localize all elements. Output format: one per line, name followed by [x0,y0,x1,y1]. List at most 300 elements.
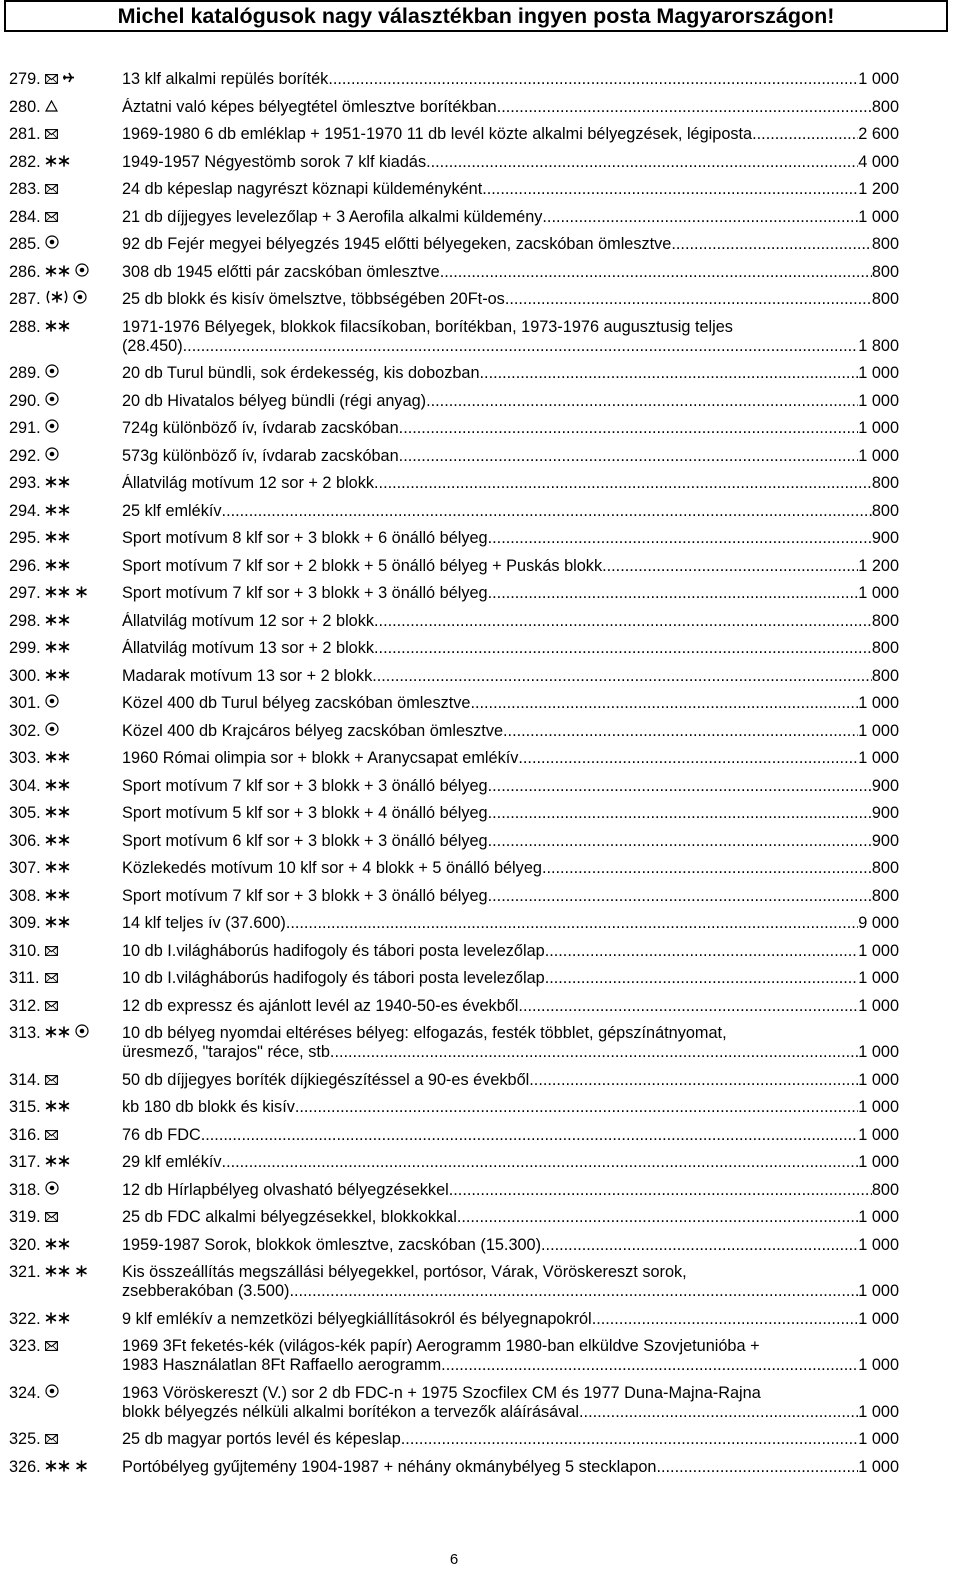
catalog-item [9,180,899,208]
catalog-item [9,529,899,557]
item-condition-symbols [45,474,123,493]
item-number: 300. [9,666,41,685]
double-star-icon [45,263,71,282]
description-line [122,887,899,906]
double-star-icon [45,1263,71,1282]
double-star-icon [45,529,71,548]
item-condition-symbols [45,1430,123,1449]
item-price: 1 000 [858,364,899,382]
item-number: 282. [9,152,41,171]
description-line [122,859,899,878]
item-price: 800 [871,1180,899,1199]
description-line [122,70,899,89]
item-condition-symbols [45,1126,123,1145]
description-text: 76 db FDC [122,1125,201,1144]
item-condition-symbols [45,969,123,988]
description-line [122,832,899,851]
item-price: 1 000 [858,694,899,712]
description-text: Madarak motívum 13 sor + 2 blokk [122,666,373,685]
description-text: Sport motívum 7 klf sor + 3 blokk + 3 önálló bélyeg [122,584,488,602]
dot-leader [426,392,858,411]
description-text: 1969 3Ft feketés-kék (világos-kék papír) Aerogramm 1980-ban elküldve Szovjetunióba + [122,1337,760,1355]
dot-leader [541,1236,858,1255]
description-text: 29 klf emlékív [122,1153,222,1171]
description-text: Közel 400 db Turul bélyeg zacskóban ömlesztve [122,694,471,712]
item-description [122,529,899,548]
item-condition-symbols [45,1310,123,1329]
item-description [122,1236,899,1255]
dot-leader [201,1126,859,1145]
item-condition-symbols [45,419,123,438]
catalog-item [9,832,899,860]
description-line [122,667,899,686]
item-condition-symbols [45,1384,123,1403]
item-number: 287. [9,290,41,308]
item-price: 1 000 [858,749,899,767]
item-description [122,1098,899,1117]
item-number: 280. [9,97,41,116]
item-description [122,419,899,438]
dot-leader [505,290,872,309]
catalog-item [9,969,899,997]
description-line [122,180,899,199]
item-number: 316. [9,1125,41,1144]
envelope-icon [45,969,58,988]
item-condition-symbols [45,502,123,521]
item-condition-symbols [45,235,123,254]
item-description [122,804,899,823]
description-text: Közel 400 db Krajcáros bélyeg zacskóban ömlesztve [122,721,504,740]
catalog-item [9,474,899,502]
item-description [122,832,899,851]
description-text: 25 db blokk és kisív ömelsztve, többségében 20Ft-os [122,290,505,308]
dot-leader [289,1282,858,1301]
catalog-item [9,502,899,530]
item-condition-symbols [45,364,123,383]
item-number: 310. [9,941,41,960]
item-price: 1 200 [858,556,899,575]
description-line [122,1071,899,1090]
double-star-icon [45,804,71,823]
item-number: 284. [9,207,41,226]
item-price: 1 000 [858,1208,899,1226]
description-line [122,529,899,548]
item-description [122,777,899,796]
item-number: 324. [9,1383,41,1402]
double-star-icon [45,612,71,631]
item-number: 317. [9,1153,41,1171]
item-condition-symbols [45,997,123,1016]
item-number: 304. [9,776,41,795]
description-line [122,1208,899,1227]
description-text: 308 db 1945 előtti pár zacskóban ömlesztve [122,262,440,281]
item-number: 303. [9,749,41,767]
item-description [122,1263,899,1301]
item-number: 289. [9,364,41,382]
item-price: 800 [871,859,899,877]
item-description [122,153,899,172]
description-text: Portóbélyeg gyűjtemény 1904-1987 + néhány okmánybélyeg 5 stecklapon [122,1457,657,1476]
description-line [122,694,899,713]
description-text: Állatvilág motívum 13 sor + 2 blokk [122,639,375,657]
postmark-icon [73,290,87,309]
dot-leader [470,694,858,713]
item-description [122,942,899,961]
item-number: 319. [9,1208,41,1226]
catalog-item [9,1024,899,1071]
catalog-item [9,1126,899,1154]
description-text: 9 klf emlékív a nemzetközi bélyegkiállításokról és bélyegnapokról [122,1309,592,1328]
item-number: 311. [9,969,40,987]
description-line [122,125,899,144]
description-text: Sport motívum 8 klf sor + 3 blokk + 6 önálló bélyeg [122,529,488,547]
description-line [122,1384,899,1403]
item-condition-symbols [45,318,123,337]
item-price: 800 [871,886,899,905]
dot-leader [449,1181,872,1200]
item-number: 318. [9,1180,41,1199]
dot-leader [518,997,858,1016]
description-text: 21 db díjjegyes levelezőlap + 3 Aerofila alkalmi küldemény [122,207,543,226]
item-price: 1 000 [858,941,899,960]
item-description [122,180,899,199]
description-line [122,98,899,117]
item-price: 1 000 [858,969,899,987]
description-line [122,1153,899,1172]
item-number: 323. [9,1337,41,1355]
item-number: 312. [9,996,41,1015]
description-text: 724g különböző ív, ívdarab zacskóban [122,419,399,437]
item-description [122,290,899,309]
item-number: 322. [9,1309,41,1328]
description-text: 573g különböző ív, ívdarab zacskóban [122,446,399,465]
description-line [122,1337,899,1356]
description-line [122,1236,899,1255]
item-price: 1 000 [858,1402,899,1421]
dot-leader [440,263,872,282]
description-line [122,502,899,521]
dot-leader [374,639,872,658]
description-line [122,153,899,172]
catalog-item [9,612,899,640]
dot-leader [295,1098,858,1117]
catalog-item [9,70,899,98]
double-star-icon [45,584,71,603]
envelope-icon [45,1430,58,1449]
description-line [122,1458,899,1477]
item-price: 1 000 [858,996,899,1015]
description-text: 25 db FDC alkalmi bélyegzésekkel, blokkokkal [122,1208,457,1226]
dot-leader [671,235,871,254]
item-number: 283. [9,180,41,198]
catalog-item [9,667,899,695]
catalog-list [9,70,899,1485]
item-number: 286. [9,262,41,281]
item-condition-symbols [45,1024,123,1043]
item-number: 291. [9,419,41,437]
envelope-icon [45,997,58,1016]
double-star-icon [45,1236,71,1255]
description-text: 10 db bélyeg nyomdai eltéréses bélyeg: elfogazás, festék többlet, gépszínátnyomat, [122,1024,727,1042]
page-number: 6 [449,1551,459,1568]
description-line [122,612,899,631]
item-price: 9 000 [858,914,899,932]
catalog-item [9,208,899,236]
catalog-item [9,235,899,263]
dot-leader [488,584,859,603]
item-description [122,859,899,878]
item-price: 1 000 [858,1153,899,1171]
dot-leader [488,887,872,906]
item-condition-symbols [45,70,123,89]
catalog-item [9,1236,899,1264]
description-line [122,1098,899,1117]
item-condition-symbols [45,1071,123,1090]
description-text: 92 db Fejér megyei bélyegzés 1945 előtti bélyegeken, zacskóban ömlesztve [122,235,672,253]
item-price: 1 000 [858,1356,899,1374]
item-price: 900 [871,831,899,850]
dot-leader [488,777,872,796]
dot-leader [457,1208,858,1227]
dot-leader [592,1310,859,1329]
item-number: 292. [9,446,41,465]
item-price: 800 [871,97,899,116]
envelope-icon [45,1071,58,1090]
postmark-icon [45,1384,59,1403]
description-line [122,1126,899,1145]
item-condition-symbols [45,125,123,144]
item-condition-symbols [45,777,123,796]
double-star-icon [45,639,71,658]
double-star-icon [45,153,71,172]
description-text: 12 db Hírlapbélyeg olvasható bélyegzésekkel [122,1180,449,1199]
item-price: 900 [871,804,899,822]
catalog-item [9,263,899,291]
dot-leader [222,1153,859,1172]
item-number: 293. [9,474,41,492]
item-condition-symbols [45,722,123,741]
item-price: 800 [871,666,899,685]
dot-leader [441,1356,858,1375]
item-number: 298. [9,611,41,630]
item-description [122,1024,899,1062]
item-condition-symbols [45,208,123,227]
dot-leader [518,749,858,768]
description-text: 10 db I.világháborús hadifogoly és tábori posta levelezőlap [122,969,545,987]
description-line [122,392,899,411]
item-condition-symbols [45,832,123,851]
catalog-item [9,318,899,365]
description-text: 24 db képeslap nagyrészt köznapi küldeményként [122,180,483,198]
item-description [122,1384,899,1422]
postmark-icon [45,447,59,466]
item-description [122,318,899,356]
description-line [122,1043,899,1062]
item-number: 308. [9,886,41,905]
description-line [122,235,899,254]
envelope-icon [45,1126,58,1145]
item-condition-symbols [45,859,123,878]
dot-leader [328,70,858,89]
description-text: 1959-1987 Sorok, blokkok ömlesztve, zacskóban (15.300) [122,1235,542,1254]
item-number: 315. [9,1098,41,1116]
description-text: Sport motívum 7 klf sor + 3 blokk + 3 önálló bélyeg [122,886,488,905]
double-star-icon [45,914,71,933]
description-line [122,1430,899,1449]
description-text: 50 db díjjegyes boríték díjkiegészítéssel a 90-es évekből [122,1070,530,1089]
double-star-icon [45,1458,71,1477]
catalog-item [9,804,899,832]
catalog-item [9,694,899,722]
item-condition-symbols [45,392,123,411]
description-text: 1969-1980 6 db emléklap + 1951-1970 11 db levél közte alkalmi bélyegzések, légiposta [122,125,753,143]
item-number: 296. [9,556,41,575]
description-line [122,474,899,493]
star-icon [75,584,88,603]
item-price: 1 000 [858,1457,899,1476]
item-price: 800 [871,611,899,630]
description-line [122,263,899,282]
catalog-item [9,1098,899,1126]
item-description [122,208,899,227]
item-number: 295. [9,529,41,547]
item-price: 1 000 [858,584,899,602]
description-text: 1971-1976 Bélyegek, blokkok filacsíkoban, borítékban, 1973-1976 augusztusig teljes [122,317,733,336]
description-text: Áztatni való képes bélyegtétel ömlesztve borítékban [122,97,497,116]
item-condition-symbols [45,749,123,768]
description-line [122,777,899,796]
item-condition-symbols [45,180,123,199]
item-description [122,364,899,383]
item-number: 279. [9,70,41,88]
item-number: 314. [9,1070,41,1089]
description-text: üresmező, "tarajos" réce, stb. [122,1043,335,1061]
postmark-icon [45,235,59,254]
item-condition-symbols [45,1458,123,1477]
description-line [122,969,899,988]
item-number: 290. [9,391,41,410]
description-text: 20 db Turul bündli, sok érdekesség, kis dobozban [122,364,480,382]
dot-leader [602,557,858,576]
item-condition-symbols [45,1153,123,1172]
description-line [122,914,899,933]
catalog-item [9,1208,899,1236]
postmark-icon [45,392,59,411]
description-text: 12 db expressz és ajánlott levél az 1940-50-es évekből [122,996,519,1015]
item-number: 302. [9,721,41,740]
dot-leader [545,969,859,988]
catalog-item [9,392,899,420]
dot-leader [488,832,872,851]
catalog-item [9,1458,899,1486]
item-number: 301. [9,694,41,712]
description-text: Sport motívum 7 klf sor + 3 blokk + 3 önálló bélyeg [122,776,488,795]
item-number: 313. [9,1024,41,1042]
dot-leader [488,529,872,548]
envelope-icon [45,942,58,961]
catalog-item [9,1263,899,1310]
envelope-icon [45,125,58,144]
item-number: 325. [9,1430,41,1448]
description-line [122,749,899,768]
description-text: 13 klf alkalmi repülés boríték [122,70,329,88]
description-line [122,1024,899,1043]
item-price: 900 [871,776,899,795]
dot-leader [542,859,872,878]
postmark-icon [45,694,59,713]
dot-leader [399,447,859,466]
envelope-icon [45,70,58,89]
item-condition-symbols [45,942,123,961]
item-condition-symbols [45,529,123,548]
description-line [122,447,899,466]
item-number: 285. [9,235,41,253]
catalog-item [9,447,899,475]
item-price: 1 000 [858,1125,899,1144]
item-condition-symbols [45,263,123,282]
item-description [122,392,899,411]
item-description [122,749,899,768]
description-text: 14 klf teljes ív (37.600) [122,914,286,932]
description-text: Sport motívum 5 klf sor + 3 blokk + 4 önálló bélyeg [122,804,488,822]
description-text: 10 db I.világháborús hadifogoly és tábori posta levelezőlap [122,941,545,960]
dot-leader [401,1430,858,1449]
item-description [122,722,899,741]
item-description [122,997,899,1016]
item-price: 1 000 [858,1070,899,1089]
item-price: 900 [871,529,899,547]
item-description [122,502,899,521]
item-number: 320. [9,1235,41,1254]
item-condition-symbols [45,804,123,823]
description-text: Állatvilág motívum 12 sor + 2 blokk [122,611,375,630]
item-condition-symbols [45,887,123,906]
item-description [122,474,899,493]
dot-leader [222,502,872,521]
dot-leader [529,1071,858,1090]
item-price: 1 000 [858,207,899,226]
item-description [122,70,899,89]
catalog-item [9,749,899,777]
item-price: 1 200 [858,180,899,198]
item-number: 326. [9,1457,41,1476]
dot-leader [372,667,872,686]
description-line [122,290,899,309]
item-number: 281. [9,125,41,143]
item-description [122,263,899,282]
double-star-icon [45,1310,71,1329]
item-condition-symbols [45,1181,123,1200]
envelope-icon [45,1208,58,1227]
description-line [122,942,899,961]
item-price: 1 000 [858,1235,899,1254]
description-text: 25 klf emlékív [122,501,222,520]
dot-leader [399,419,859,438]
catalog-item [9,290,899,318]
description-line [122,364,899,383]
description-line [122,722,899,741]
description-text: 25 db magyar portós levél és képeslap [122,1430,401,1448]
item-condition-symbols [45,290,123,309]
description-text: kb 180 db blokk és kisív [122,1098,295,1116]
item-condition-symbols [45,1236,123,1255]
item-condition-symbols [45,1098,123,1117]
dot-leader [545,942,859,961]
description-line [122,639,899,658]
description-line [122,1356,899,1375]
item-condition-symbols [45,694,123,713]
item-number: 306. [9,831,41,850]
